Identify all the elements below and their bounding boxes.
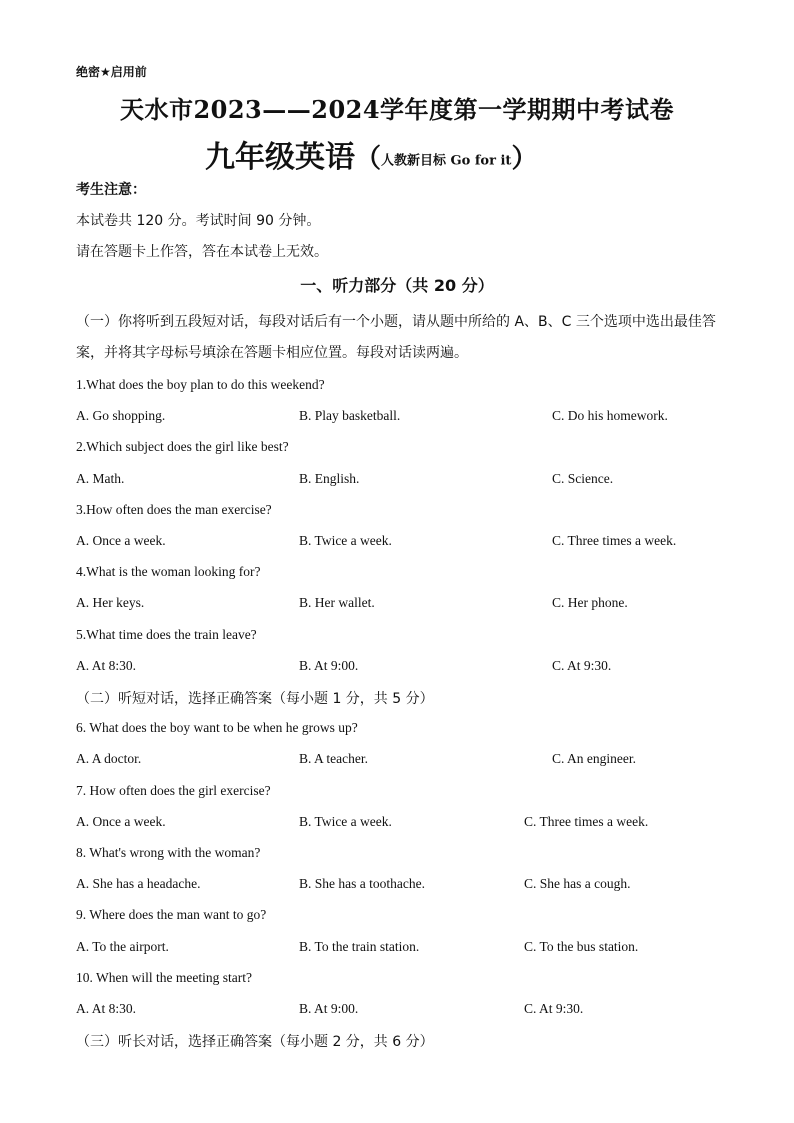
notice-line-2: 请在答题卡上作答，答在本试卷上无效。 xyxy=(76,244,328,260)
exam-title: 天水市2023——2024学年度第一学期期中考试卷 xyxy=(119,95,675,124)
q10-option-b: B. At 9:00. xyxy=(299,1001,359,1016)
q7-option-b: B. Twice a week. xyxy=(299,814,392,829)
q2-option-b: B. English. xyxy=(299,471,360,486)
subject-name: 九年级英语 xyxy=(205,140,355,175)
question-8: 8. What's wrong with the woman? xyxy=(76,845,261,860)
q6-option-a: A. A doctor. xyxy=(76,751,142,766)
question-4: 4.What is the woman looking for? xyxy=(76,564,261,579)
question-6: 6. What does the boy want to be when he grows up? xyxy=(76,720,358,735)
q9-option-b: B. To the train station. xyxy=(299,939,420,954)
q4-option-c: C. Her phone. xyxy=(552,595,628,610)
q8-option-b: B. She has a toothache. xyxy=(299,876,425,891)
textbook-edition: 人教新目标 Go for it xyxy=(381,153,512,169)
q3-option-a: A. Once a week. xyxy=(76,533,166,548)
question-5: 5.What time does the train leave? xyxy=(76,627,257,642)
q5-option-c: C. At 9:30. xyxy=(552,658,612,673)
q3-option-c: C. Three times a week. xyxy=(552,533,677,548)
q10-option-a: A. At 8:30. xyxy=(76,1001,137,1016)
q5-option-b: B. At 9:00. xyxy=(299,658,359,673)
q3-option-b: B. Twice a week. xyxy=(299,533,392,548)
question-9: 9. Where does the man want to go? xyxy=(76,907,267,922)
q8-option-c: C. She has a cough. xyxy=(524,876,631,891)
q10-option-c: C. At 9:30. xyxy=(524,1001,584,1016)
notice-line-1: 本试卷共 120 分。考试时间 90 分钟。 xyxy=(76,213,321,229)
q6-option-c: C. An engineer. xyxy=(552,751,636,766)
question-2: 2.Which subject does the girl like best? xyxy=(76,439,289,454)
q7-option-a: A. Once a week. xyxy=(76,814,166,829)
q6-option-b: B. A teacher. xyxy=(299,751,368,766)
q4-option-a: A. Her keys. xyxy=(76,595,145,610)
question-1: 1.What does the boy plan to do this weekend? xyxy=(76,377,325,392)
confidential-label: 绝密★启用前 xyxy=(76,65,147,79)
paren-close: ） xyxy=(511,144,538,174)
q2-option-c: C. Science. xyxy=(552,471,614,486)
subject-title xyxy=(205,132,537,176)
question-7: 7. How often does the girl exercise? xyxy=(76,783,271,798)
q1-option-c: C. Do his homework. xyxy=(552,408,668,423)
q8-option-a: A. She has a headache. xyxy=(76,876,201,891)
q9-option-a: A. To the airport. xyxy=(76,939,169,954)
q1-option-b: B. Play basketball. xyxy=(299,408,401,423)
part2-heading: （二）听短对话，选择正确答案（每小题 1 分，共 5 分） xyxy=(76,691,434,707)
question-10: 10. When will the meeting start? xyxy=(76,970,252,985)
notice-heading: 考生注意： xyxy=(76,182,146,198)
part1-instructions: （一）你将听到五段短对话，每段对话后有一个小题，请从题中所给的 A、B、C 三个选项中选出最佳答案，并将其字母标号填涂在答题卡相应位置。每段对话读两遍。 xyxy=(76,314,716,361)
q1-option-a: A. Go shopping. xyxy=(76,408,166,423)
part3-heading: （三）听长对话，选择正确答案（每小题 2 分，共 6 分） xyxy=(76,1034,434,1050)
section-heading: 一、听力部分（共 20 分） xyxy=(300,276,494,295)
q5-option-a: A. At 8:30. xyxy=(76,658,137,673)
question-3: 3.How often does the man exercise? xyxy=(76,502,272,517)
q7-option-c: C. Three times a week. xyxy=(524,814,649,829)
q9-option-c: C. To the bus station. xyxy=(524,939,639,954)
q2-option-a: A. Math. xyxy=(76,471,125,486)
q4-option-b: B. Her wallet. xyxy=(299,595,375,610)
paren-open: （ xyxy=(355,144,382,174)
